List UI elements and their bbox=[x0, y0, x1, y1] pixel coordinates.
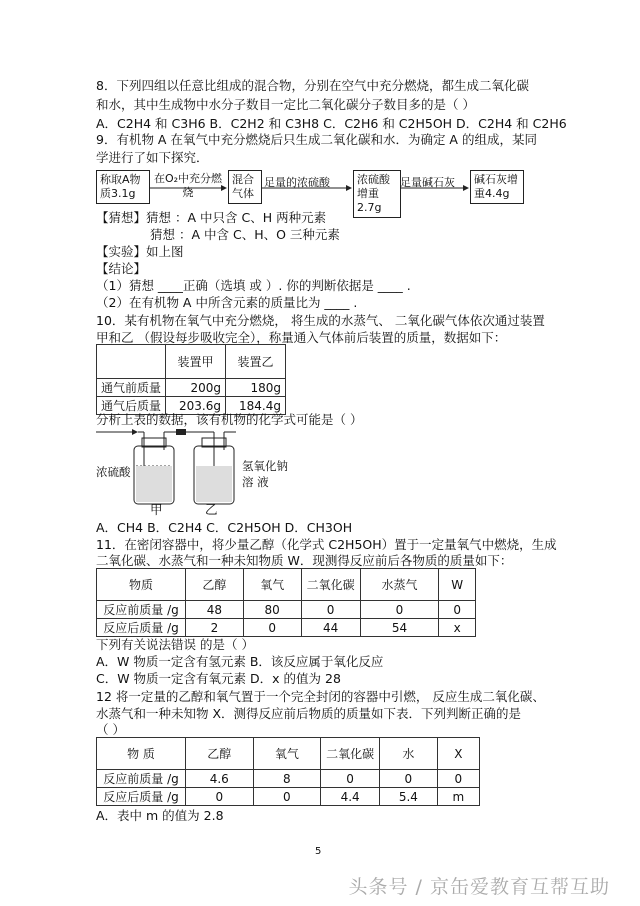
q10-r1-c1: 203.6g bbox=[166, 397, 226, 415]
label-naoh-2: 溶 液 bbox=[242, 475, 269, 489]
q12-line3: （ ） bbox=[96, 722, 125, 737]
q10-r1-c2: 184.4g bbox=[226, 397, 286, 415]
q9-line1: 9．有机物 A 在氧气中充分燃烧后只生成二氧化碳和水．为确定 A 的组成，某同 bbox=[96, 132, 537, 147]
q12-r0-c1: 4.6 bbox=[186, 770, 254, 788]
q8-options: A．C2H4 和 C3H6 B．C2H2 和 C3H8 C．C2H6 和 C2H5OH D．C2H4 和 C2H6 bbox=[96, 116, 567, 131]
q11-line2: 二氧化碳、水蒸气和一种未知物质 W．现测得反应前后各物质的质量如下： bbox=[96, 553, 513, 568]
q11-r1-c0: 反应后质量 /g bbox=[97, 619, 186, 637]
q10-question: 分析上表的数据，该有机物的化学式可能是（ ） bbox=[96, 412, 363, 427]
q11-r0-c1: 48 bbox=[186, 601, 244, 619]
watermark: 头条号 / 京缶爱教育互帮互助 bbox=[348, 876, 610, 898]
q11-line1: 11．在密闭容器中，将少量乙醇（化学式 C2H5OH）置于一定量氧气中燃烧，生成 bbox=[96, 537, 557, 552]
q9-experiment: 【实验】如上图 bbox=[96, 244, 184, 259]
q8-line2: 和水，其中生成物中水分子数目一定比二氧化碳分子数目多的是（ ） bbox=[96, 97, 475, 112]
q10-r0-c1: 200g bbox=[166, 379, 226, 397]
q10-options: A．CH4 B．C2H4 C．C2H5OH D．CH3OH bbox=[96, 520, 353, 535]
q11-r1-c1: 2 bbox=[186, 619, 244, 637]
q9-conclusion: 【结论】 bbox=[96, 261, 147, 276]
q10-th-2: 装置乙 bbox=[226, 345, 286, 379]
q11-r0-c4: 0 bbox=[360, 601, 439, 619]
q10-r0-c2: 180g bbox=[226, 379, 286, 397]
q12-table bbox=[96, 737, 480, 806]
page-number: 5 bbox=[315, 846, 322, 857]
q11-th-2: 氧气 bbox=[243, 569, 301, 601]
q12-th-4: 水 bbox=[380, 738, 437, 770]
q12-th-0: 物 质 bbox=[97, 738, 186, 770]
q9-guess2: 猜想 ：A 中含 C、H、O 三种元素 bbox=[150, 227, 340, 242]
q11-options-cd: C．W 物质一定含有氧元素 D．x 的值为 28 bbox=[96, 671, 341, 686]
q12-line2: 水蒸气和一种未知物 X．测得反应前后物质的质量如下表．下列判断正确的是 bbox=[96, 706, 522, 721]
q12-th-3: 二氧化碳 bbox=[321, 738, 380, 770]
q11-r1-c4: 54 bbox=[360, 619, 439, 637]
q9-conclusion-2: （2）在有机物 A 中所含元素的质量比为 ____ . bbox=[96, 295, 358, 310]
q12-r0-c2: 8 bbox=[253, 770, 321, 788]
label-naoh-1: 氢氧化钠 bbox=[242, 459, 288, 473]
q9-conclusion-1: （1）猜想 ____正确（选填 或 ）. 你的判断依据是 ____ . bbox=[96, 278, 411, 293]
label-conc-sulfuric-acid: 浓硫酸 bbox=[96, 465, 131, 479]
flow-box-sample: 称取A物质3.1g bbox=[96, 170, 150, 204]
q12-r0-c4: 0 bbox=[380, 770, 437, 788]
q10-th-0 bbox=[97, 345, 166, 379]
flow-arrow-soda: 足量碱石灰 bbox=[400, 176, 455, 189]
q11-r1-c3: 44 bbox=[301, 619, 360, 637]
q10-r0-c0: 通气前质量 bbox=[97, 379, 166, 397]
q11-r1-c5: x bbox=[439, 619, 476, 637]
q12-r1-c4: 5.4 bbox=[380, 788, 437, 806]
q10-th-1: 装置甲 bbox=[166, 345, 226, 379]
q12-r0-c0: 反应前质量 /g bbox=[97, 770, 186, 788]
q11-r1-c2: 0 bbox=[243, 619, 301, 637]
q10-table bbox=[96, 344, 286, 415]
q11-r0-c3: 0 bbox=[301, 601, 360, 619]
q10-line2: 甲和乙 （假设每步吸收完全），称量通入气体前后装置的质量，数据如下： bbox=[96, 330, 507, 345]
q12-r1-c2: 0 bbox=[253, 788, 321, 806]
flow-box-acid-gain: 浓硫酸增重2.7g bbox=[353, 170, 401, 218]
q9-guess1: 【猜想】猜想 ：A 中只含 C、H 两种元素 bbox=[96, 210, 327, 225]
q12-th-2: 氧气 bbox=[253, 738, 321, 770]
q11-th-4: 水蒸气 bbox=[360, 569, 439, 601]
flow-box-gas: 混合气体 bbox=[228, 170, 262, 204]
q11-r0-c5: 0 bbox=[439, 601, 476, 619]
flow-arrow-acid: 足量的浓硫酸 bbox=[264, 176, 330, 189]
q11-r0-c0: 反应前质量 /g bbox=[97, 601, 186, 619]
q11-table bbox=[96, 568, 476, 637]
q12-option-a: A．表中 m 的值为 2.8 bbox=[96, 808, 224, 823]
q11-r0-c2: 80 bbox=[243, 601, 301, 619]
q12-th-5: X bbox=[437, 738, 479, 770]
q11-th-1: 乙醇 bbox=[186, 569, 244, 601]
q12-r0-c3: 0 bbox=[321, 770, 380, 788]
q12-th-1: 乙醇 bbox=[186, 738, 254, 770]
q11-th-5: W bbox=[439, 569, 476, 601]
q12-r0-c5: 0 bbox=[437, 770, 479, 788]
label-bottle-yi: 乙 bbox=[205, 502, 218, 517]
q11-th-3: 二氧化碳 bbox=[301, 569, 360, 601]
flow-arrow-burn: 在O₂中充分燃烧 bbox=[153, 172, 223, 199]
q10-r1-c0: 通气后质量 bbox=[97, 397, 166, 415]
q11-question: 下列有关说法错误 的是（ ） bbox=[96, 637, 254, 652]
q12-r1-c1: 0 bbox=[186, 788, 254, 806]
q10-line1: 10．某有机物在氧气中充分燃烧， 将生成的水蒸气、 二氧化碳气体依次通过装置 bbox=[96, 313, 545, 328]
flow-box-soda-gain: 碱石灰增重4.4g bbox=[470, 170, 524, 204]
q11-options-ab: A．W 物质一定含有氢元素 B．该反应属于氧化反应 bbox=[96, 654, 384, 669]
q12-r1-c5: m bbox=[437, 788, 479, 806]
q11-th-0: 物质 bbox=[97, 569, 186, 601]
q12-r1-c3: 4.4 bbox=[321, 788, 380, 806]
q9-line2: 学进行了如下探究． bbox=[96, 150, 209, 165]
label-bottle-jia: 甲 bbox=[150, 502, 163, 517]
q12-r1-c0: 反应后质量 /g bbox=[97, 788, 186, 806]
q12-line1: 12 将一定量的乙醇和氧气置于一个完全封闭的容器中引燃， 反应生成二氧化碳、 bbox=[96, 689, 545, 704]
q8-line1: 8．下列四组以任意比组成的混合物，分别在空气中充分燃烧，都生成二氧化碳 bbox=[96, 78, 529, 93]
